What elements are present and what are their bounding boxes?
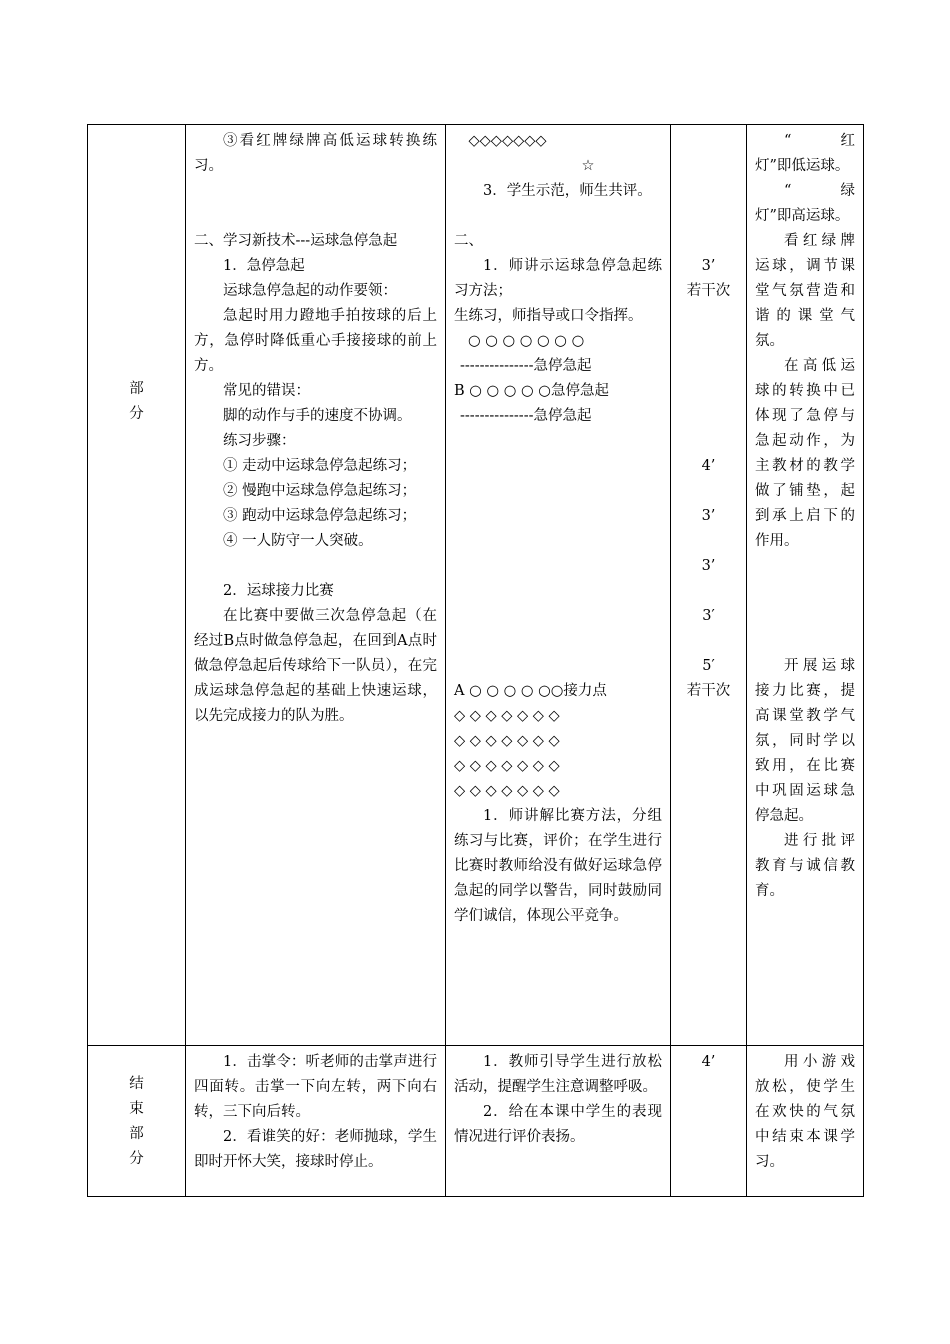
ending-content-text: 2．看谁笑的好：老师抛球，学生即时开怀大笑，接球时停止。: [194, 1129, 437, 1170]
relay-diamond-row: ◇ ◇ ◇ ◇ ◇ ◇ ◇: [454, 758, 560, 774]
formation-line: ---------------急停急起: [460, 358, 592, 374]
student-demo-text: 3．学生示范，师生共评。: [483, 183, 652, 199]
formation-line: ○ ○ ○ ○ ○ ○ ○: [468, 333, 585, 349]
teacher-star-icon: ☆: [581, 158, 595, 174]
new-technique-title: 二、学习新技术---运球急停急起: [194, 233, 398, 249]
relay-diamond-row: ◇ ◇ ◇ ◇ ◇ ◇ ◇: [454, 783, 560, 799]
time-value: 若干次: [686, 683, 731, 699]
key-points-text: 急起时用力蹬地手拍按球的后上方，急停时降低重心手接接球的前上方。: [194, 308, 437, 374]
section-char: 束: [129, 1101, 144, 1117]
section-char: 结: [129, 1076, 144, 1092]
ending-content-text: 1．击掌令：听老师的击掌声进行四面转。击掌一下向左转，两下向右转，三下向后转。: [194, 1054, 437, 1120]
section-char: 部: [129, 381, 144, 397]
step-4: ④ 一人防守一人突破。: [223, 533, 373, 549]
student-practice-text: 生练习，师指导或口令指挥。: [454, 308, 643, 324]
section-char: 部: [129, 1126, 144, 1142]
section-char: 分: [129, 406, 144, 422]
teacher-explain-text: 1．师讲示运球急停急起练习方法；: [454, 258, 662, 299]
time-value: 3’: [701, 508, 716, 524]
time-value: 3′: [702, 608, 715, 624]
content-cell-main: [186, 125, 446, 1046]
errors-label: 常见的错误：: [223, 383, 310, 399]
purpose-cell-main: [747, 125, 864, 1046]
relay-explain-text: 1．师讲解比赛方法，分组练习与比赛，评价；在学生进行比赛时教师给没有做好运球急停急起的同学以警告，同时鼓励同学们诚信，体现公平竞争。: [454, 808, 662, 924]
time-cell-ending: [671, 1046, 747, 1197]
purpose-text: 看红绿牌运球，调节课堂气氛营造和谐的课堂气氛。: [755, 233, 855, 349]
purpose-text: “ 绿灯”即高运球。: [755, 183, 855, 224]
ending-method-text: 1．教师引导学生进行放松活动，提醒学生注意调整呼吸。: [454, 1054, 662, 1095]
relay-diamond-row: ◇ ◇ ◇ ◇ ◇ ◇ ◇: [454, 708, 560, 724]
section-label-ending: [88, 1046, 186, 1197]
time-value: 3’: [701, 558, 716, 574]
lesson-plan-table: [87, 124, 864, 1197]
key-points-label: 运球急停急起的动作要领：: [223, 283, 397, 299]
purpose-text: “ 红灯”即低运球。: [755, 133, 855, 174]
content-cell-ending: [186, 1046, 446, 1197]
ending-method-text: 2．给在本课中学生的表现情况进行评价表扬。: [454, 1104, 662, 1145]
purpose-text: 开展运球接力比赛，提高课堂教学气氛，同时学以致用，在比赛中巩固运球急停急起。: [755, 658, 855, 824]
method-cell-ending: [446, 1046, 671, 1197]
time-value: 3’: [701, 258, 716, 274]
relay-line: A ○ ○ ○ ○ ○○接力点: [454, 683, 607, 699]
table-row-main-part: [88, 125, 864, 1046]
item-2-text: 在比赛中要做三次急停急起（在经过B点时做急停急起，在回到A点时做急停急起后传球给下一队员），在完成运球急停急起的基础上快速运球，以先完成接力的队为胜。: [194, 608, 437, 724]
formation-line: B ○ ○ ○ ○ ○急停急起: [454, 383, 609, 399]
method-cell-main: [446, 125, 671, 1046]
section-char: 分: [129, 1151, 144, 1167]
diamond-formation-top: ◇◇◇◇◇◇◇: [468, 133, 547, 149]
relay-diamond-row: ◇ ◇ ◇ ◇ ◇ ◇ ◇: [454, 733, 560, 749]
section-label-main: [88, 125, 186, 1046]
part-2-label: 二、: [454, 233, 483, 249]
time-value: 4’: [701, 458, 716, 474]
item-2-title: 2．运球接力比赛: [223, 583, 334, 599]
purpose-text: 进行批评教育与诚信教育。: [755, 833, 855, 899]
formation-line: ---------------急停急起: [460, 408, 592, 424]
purpose-text: 在高低运球的转换中已体现了急停与急起动作，为主教材的教学做了铺垫，起到承上启下的作用。: [755, 358, 855, 549]
ending-purpose-text: 用小游戏放松，使学生在欢快的气氛中结束本课学习。: [755, 1054, 855, 1170]
time-value: 若干次: [686, 283, 731, 299]
step-3: ③ 跑动中运球急停急起练习；: [223, 508, 417, 524]
time-cell-main: [671, 125, 747, 1046]
step-1: ① 走动中运球急停急起练习；: [223, 458, 417, 474]
step-2: ② 慢跑中运球急停急起练习；: [223, 483, 417, 499]
table-row-ending-part: [88, 1046, 864, 1197]
practice-3-text: ③看红牌绿牌高低运球转换练习。: [194, 133, 437, 174]
errors-text: 脚的动作与手的速度不协调。: [223, 408, 412, 424]
time-value: 4’: [701, 1054, 716, 1070]
time-value: 5′: [702, 658, 715, 674]
purpose-cell-ending: [747, 1046, 864, 1197]
item-1-title: 1．急停急起: [223, 258, 305, 274]
steps-label: 练习步骤：: [223, 433, 296, 449]
